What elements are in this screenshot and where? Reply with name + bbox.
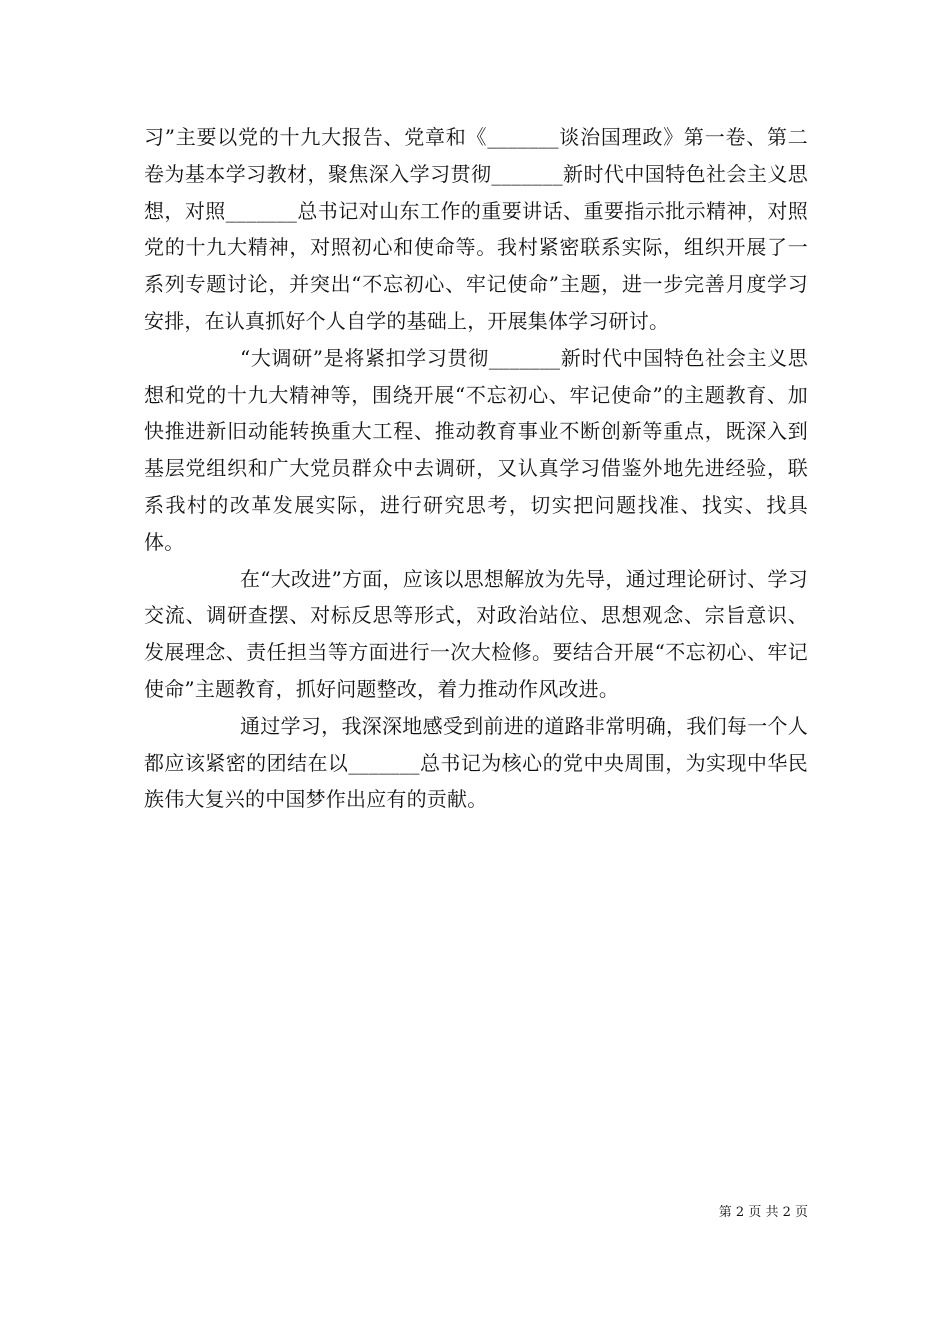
- paragraph-research: “大调研”是将紧扣学习贯彻_______新时代中国特色社会主义思想和党的十九大精神等，围绕开展“不忘初心、牢记使命”的主题教育、加快推进新旧动能转换重大工程、推动教育事业不断创新等重点，既深入到基层党组织和广大党员群众中去调研，又认真学习借鉴外地先进经验，联系我村的改革发展实际，进行研究思考，切实把问题找准、找实、找具体。: [144, 345, 808, 554]
- document-body: [144, 119, 808, 818]
- paragraph-study-materials: 习”主要以党的十九大报告、党章和《_______谈治国理政》第一卷、第二卷为基本学习教材，聚焦深入学习贯彻_______新时代中国特色社会主义思想，对照_______总书记对山东工作的重要讲话、重要指示批示精神，对照党的十九大精神，对照初心和使命等。我村紧密联系实际，组织开展了一系列专题讨论，并突出“不忘初心、牢记使命”主题，进一步完善月度学习安排，在认真抓好个人自学的基础上，开展集体学习研讨。: [144, 125, 808, 333]
- page-number: 第 2 页 共 2 页: [718, 1205, 808, 1220]
- paragraph-conclusion: 通过学习，我深深地感受到前进的道路非常明确，我们每一个人都应该紧密的团结在以_______总书记为核心的党中央周围，为实现中华民族伟大复兴的中国梦作出应有的贡献。: [144, 713, 808, 812]
- paragraph-improvement: 在“大改进”方面，应该以思想解放为先导，通过理论研讨、学习交流、调研查摆、对标反思等形式，对政治站位、思想观念、宗旨意识、发展理念、责任担当等方面进行一次大检修。要结合开展“不忘初心、牢记使命”主题教育，抓好问题整改，着力推动作风改进。: [144, 566, 808, 701]
